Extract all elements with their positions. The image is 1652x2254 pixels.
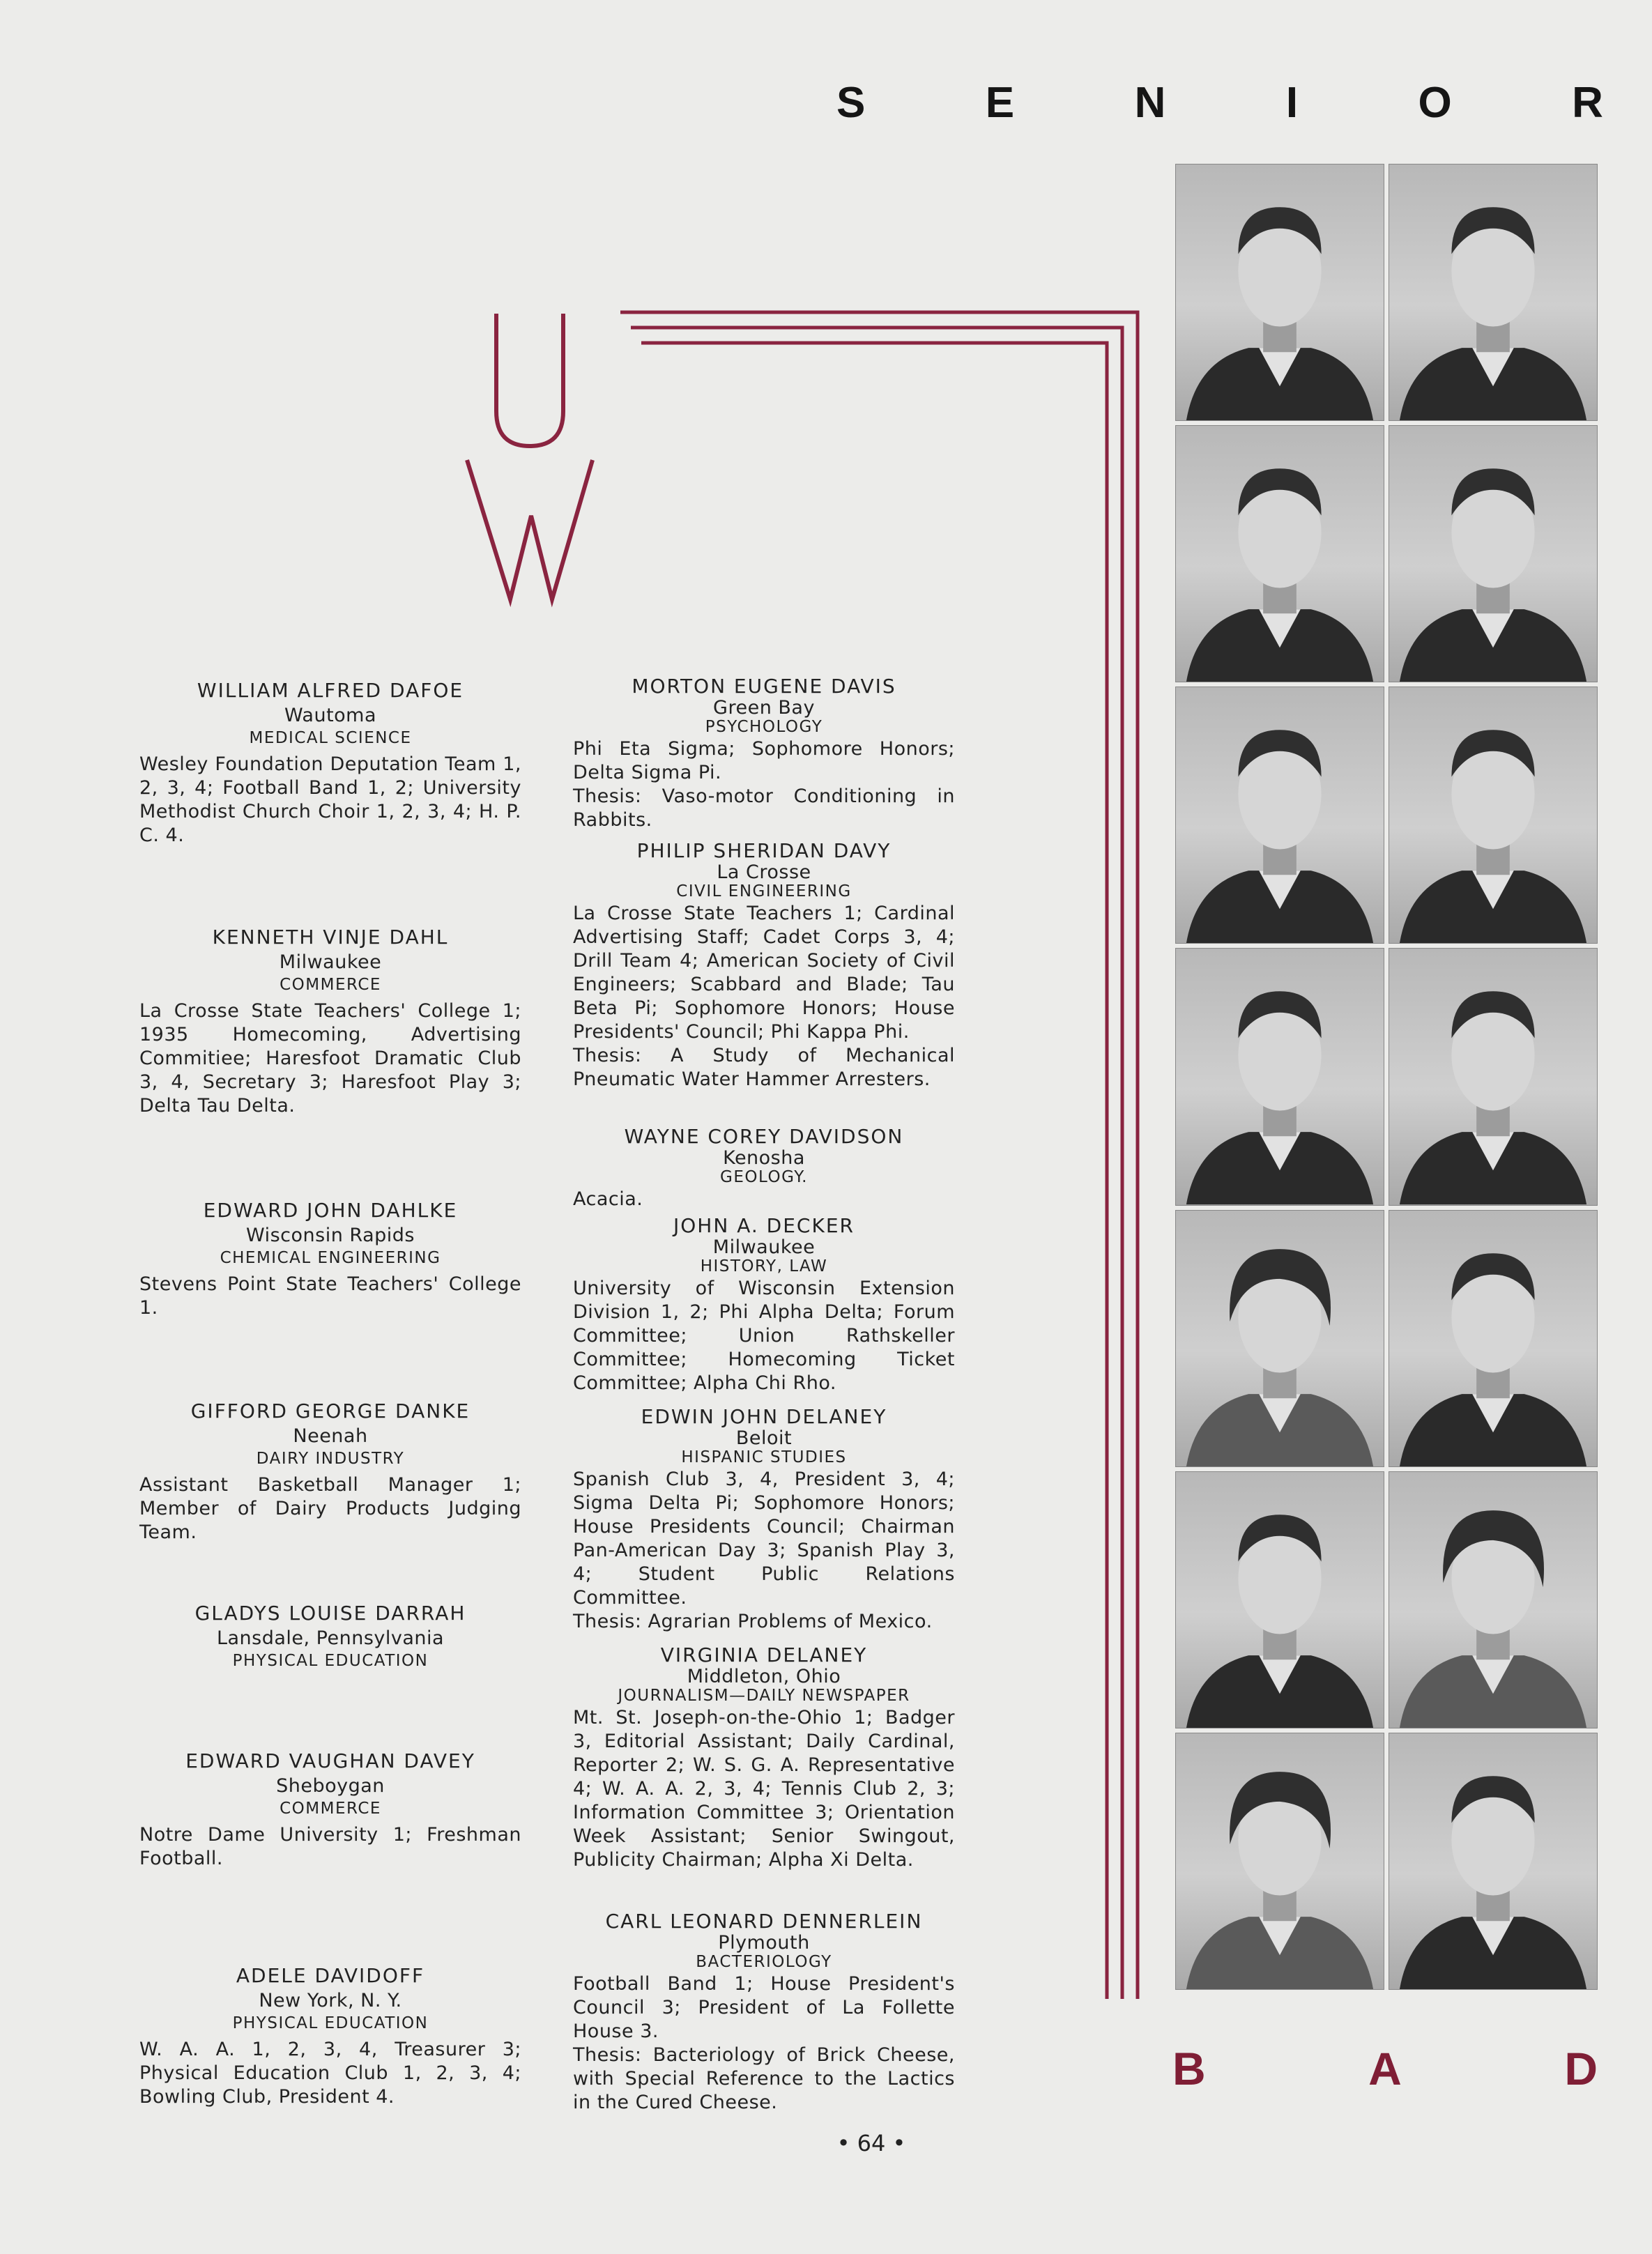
senior-activities: Assistant Basketball Manager 1; Member of Dairy Products Judging Team.	[139, 1474, 521, 1543]
senior-major: MEDICAL SCIENCE	[249, 729, 412, 747]
senior-major: BACTERIOLOGY	[696, 1953, 832, 1971]
uw-monogram-logo	[453, 307, 641, 613]
footer-letter: D	[1564, 2043, 1598, 2094]
senior-portrait-photo	[1389, 425, 1598, 682]
header-letter: S	[836, 79, 866, 127]
senior-major: CIVIL ENGINEERING	[676, 882, 852, 900]
senior-activities: Spanish Club 3, 4, President 3, 4; Sigma Delta Pi; Sophomore Honors; House Presidents Council; Chairman Pan-American Day 3; Spanish Play 3, 4; Student Public Relations Committee.	[573, 1469, 955, 1609]
senior-name: JOHN A. DECKER	[673, 1214, 855, 1237]
footer-letter: A	[1368, 2043, 1402, 2094]
senior-entry	[139, 1963, 521, 2109]
page-footer-bad	[1172, 2042, 1598, 2095]
page-header-senior	[836, 78, 1603, 128]
senior-hometown: Wisconsin Rapids	[246, 1225, 415, 1246]
senior-portrait-photo	[1175, 1471, 1384, 1728]
senior-major: GEOLOGY.	[720, 1168, 808, 1186]
senior-entry	[573, 1643, 955, 1872]
senior-major: DAIRY INDUSTRY	[256, 1450, 405, 1468]
senior-major: HISTORY, LAW	[700, 1257, 828, 1275]
senior-major: PSYCHOLOGY	[705, 718, 823, 736]
senior-hometown: New York, N. Y.	[259, 1990, 402, 2011]
senior-name: CARL LEONARD DENNERLEIN	[605, 1910, 923, 1933]
senior-portrait-photo	[1175, 164, 1384, 421]
portrait-man-silhouette	[1176, 949, 1384, 1204]
senior-portrait-photo	[1175, 1733, 1384, 1990]
senior-hometown: Middleton, Ohio	[687, 1666, 841, 1687]
senior-activities: Mt. St. Joseph-on-the-Ohio 1; Badger 3, Editorial Assistant; Daily Cardinal, Reporter 2; W. S. G. A. Representative 4; W. A. A. 2, 3, 4; Tennis Club 2, 3; Information Committee 3; Orientation Week Assistant; Senior Swingout, Publicity Chairman; Alpha Xi Delta.	[573, 1707, 955, 1871]
senior-hometown: Lansdale, Pennsylvania	[216, 1627, 445, 1649]
senior-entry	[139, 1748, 521, 1871]
senior-major: JOURNALISM—DAILY NEWSPAPER	[618, 1687, 910, 1705]
senior-major: HISPANIC STUDIES	[681, 1448, 847, 1466]
senior-portrait-photo	[1175, 1210, 1384, 1467]
senior-entry	[573, 1910, 955, 2115]
portrait-man-silhouette	[1389, 1733, 1597, 1989]
senior-major: COMMERCE	[280, 976, 381, 994]
senior-hometown: Milwaukee	[712, 1236, 816, 1258]
senior-entry	[573, 839, 955, 1091]
portrait-photo-grid	[1175, 164, 1598, 1990]
senior-hometown: Sheboygan	[276, 1775, 385, 1797]
senior-hometown: Plymouth	[718, 1932, 810, 1954]
header-letter: R	[1572, 79, 1603, 127]
header-letter: E	[985, 79, 1015, 127]
page-number: • 64 •	[836, 2130, 906, 2156]
senior-name: GLADYS LOUISE DARRAH	[194, 1602, 466, 1625]
senior-hometown: Milwaukee	[279, 951, 382, 973]
senior-hometown: Green Bay	[713, 697, 815, 719]
portrait-woman-silhouette	[1176, 1211, 1384, 1466]
senior-activities: Phi Eta Sigma; Sophomore Honors; Delta Sigma Pi.	[573, 738, 955, 783]
senior-name: EDWARD VAUGHAN DAVEY	[185, 1749, 475, 1772]
senior-name: WAYNE COREY DAVIDSON	[624, 1125, 904, 1148]
senior-activities: Notre Dame University 1; Freshman Football.	[139, 1824, 521, 1869]
portrait-man-silhouette	[1389, 426, 1597, 682]
senior-portrait-photo	[1389, 948, 1598, 1205]
senior-hometown: Neenah	[293, 1425, 368, 1447]
senior-thesis: Thesis: Bacteriology of Brick Cheese, with Special Reference to the Lactics in the Cured Cheese.	[573, 2044, 955, 2113]
senior-entry	[139, 1398, 521, 1544]
portrait-man-silhouette	[1176, 164, 1384, 420]
senior-activities: Football Band 1; House President's Council 3; President of La Follette House 3.	[573, 1973, 955, 2042]
senior-name: WILLIAM ALFRED DAFOE	[197, 679, 464, 702]
portrait-woman-silhouette	[1389, 1472, 1597, 1728]
senior-major: COMMERCE	[280, 1800, 381, 1818]
senior-activities: Acacia.	[573, 1188, 643, 1210]
senior-activities: University of Wisconsin Extension Division 1, 2; Phi Alpha Delta; Forum Committee; Union Rathskeller Committee; Homecoming Ticket Committee; Alpha Chi Rho.	[573, 1278, 955, 1394]
portrait-man-silhouette	[1389, 164, 1597, 420]
senior-portrait-photo	[1389, 1471, 1598, 1728]
portrait-man-silhouette	[1389, 687, 1597, 943]
senior-entry	[573, 1405, 955, 1634]
senior-hometown: La Crosse	[717, 861, 811, 883]
senior-entry	[139, 677, 521, 848]
senior-activities: W. A. A. 1, 2, 3, 4, Treasurer 3; Physical Education Club 1, 2, 3, 4; Bowling Club, President 4.	[139, 2039, 521, 2108]
portrait-man-silhouette	[1389, 1211, 1597, 1466]
senior-portrait-photo	[1389, 164, 1598, 421]
portrait-man-silhouette	[1176, 1472, 1384, 1728]
senior-hometown: Beloit	[735, 1427, 793, 1449]
senior-name: PHILIP SHERIDAN DAVY	[636, 839, 892, 862]
senior-activities: La Crosse State Teachers' College 1; 1935 Homecoming, Advertising Commitiee; Haresfoot Dramatic Club 3, 4, Secretary 3; Haresfoot Play 3; Delta Tau Delta.	[139, 1000, 521, 1117]
senior-portrait-photo	[1389, 1210, 1598, 1467]
portrait-man-silhouette	[1176, 687, 1384, 943]
senior-name: EDWIN JOHN DELANEY	[641, 1405, 887, 1428]
senior-hometown: Kenosha	[723, 1147, 805, 1169]
senior-major: PHYSICAL EDUCATION	[232, 2014, 429, 2032]
senior-activities: La Crosse State Teachers 1; Cardinal Advertising Staff; Cadet Corps 3, 4; Drill Team 4; American Society of Civil Engineers; Scabbard and Blade; Tau Beta Pi; Sophomore Honors; House Presidents' Council; Phi Kappa Phi.	[573, 903, 955, 1043]
senior-major: CHEMICAL ENGINEERING	[220, 1249, 441, 1267]
senior-name: ADELE DAVIDOFF	[236, 1964, 425, 1987]
senior-activities: Stevens Point State Teachers' College 1.	[139, 1273, 521, 1319]
senior-thesis: Thesis: Agrarian Problems of Mexico.	[573, 1611, 933, 1632]
senior-hometown: Wautoma	[284, 705, 377, 726]
senior-portrait-photo	[1175, 948, 1384, 1205]
senior-name: EDWARD JOHN DAHLKE	[203, 1199, 458, 1222]
senior-entry	[573, 1214, 955, 1395]
senior-major: PHYSICAL EDUCATION	[232, 1652, 429, 1670]
senior-entry	[139, 1600, 521, 1671]
portrait-woman-silhouette	[1176, 1733, 1384, 1989]
footer-letter: B	[1172, 2043, 1206, 2094]
senior-name: MORTON EUGENE DAVIS	[632, 675, 896, 698]
senior-portrait-photo	[1175, 425, 1384, 682]
senior-thesis: Thesis: A Study of Mechanical Pneumatic Water Hammer Arresters.	[573, 1045, 955, 1090]
header-letter: I	[1285, 79, 1299, 127]
portrait-man-silhouette	[1176, 426, 1384, 682]
portrait-man-silhouette	[1389, 949, 1597, 1204]
senior-portrait-photo	[1175, 687, 1384, 944]
senior-activities: Wesley Foundation Deputation Team 1, 2, 3, 4; Football Band 1, 2; University Methodist Church Choir 1, 2, 3, 4; H. P. C. 4.	[139, 753, 521, 846]
senior-entry	[573, 675, 955, 832]
senior-entry	[573, 1125, 955, 1211]
senior-thesis: Thesis: Vaso-motor Conditioning in Rabbits.	[573, 785, 955, 831]
senior-entry	[139, 1197, 521, 1320]
senior-name: GIFFORD GEORGE DANKE	[190, 1400, 471, 1423]
senior-entry	[139, 924, 521, 1118]
senior-portrait-photo	[1389, 1733, 1598, 1990]
header-letter: N	[1134, 79, 1166, 127]
senior-name: KENNETH VINJE DAHL	[212, 926, 449, 949]
senior-portrait-photo	[1389, 687, 1598, 944]
header-letter: O	[1418, 79, 1452, 127]
senior-name: VIRGINIA DELANEY	[660, 1643, 868, 1666]
